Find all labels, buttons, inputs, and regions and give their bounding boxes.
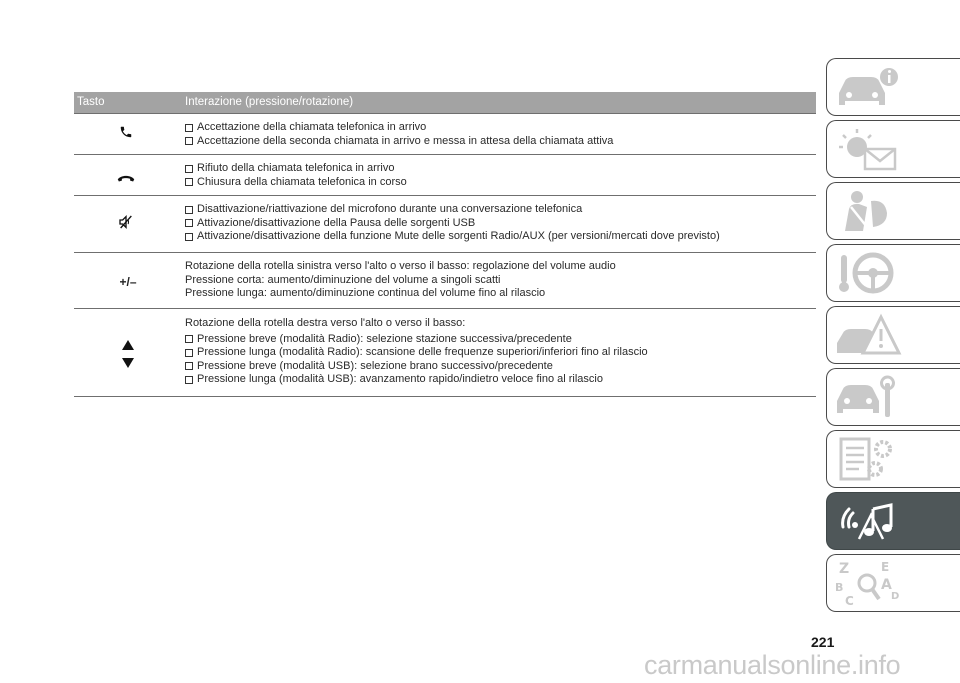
safety-icon xyxy=(833,187,903,237)
list-item: Pressione breve (modalità Radio): selezione stazione successiva/precedente xyxy=(185,333,816,347)
phone-answer-icon xyxy=(119,125,133,139)
bullet-square-icon xyxy=(185,219,193,227)
bullet-square-icon xyxy=(185,178,193,186)
steering-icon xyxy=(833,249,903,299)
commands-table xyxy=(74,92,816,397)
list-item: Pressione lunga (modalità Radio): scansione delle frequenze superiori/inferiori fino al rilascio xyxy=(185,346,816,360)
page-number: 221 xyxy=(811,634,835,650)
list-intro: Rotazione della rotella destra verso l'alto o verso il basso: xyxy=(185,317,466,329)
svg-text:Z: Z xyxy=(839,561,850,577)
watermark: carmanualsonline.info xyxy=(644,650,901,680)
table-row xyxy=(74,196,816,253)
tab-warning-lights[interactable] xyxy=(826,120,960,178)
phone-hangup-icon xyxy=(117,174,135,183)
table-row xyxy=(74,155,816,196)
tab-safety[interactable] xyxy=(826,182,960,240)
bullet-square-icon xyxy=(185,335,193,343)
emergency-icon xyxy=(833,311,903,361)
list-item: Pressione breve (modalità USB): selezione brano successivo/precedente xyxy=(185,360,816,374)
table-row xyxy=(74,113,816,155)
tab-index[interactable] xyxy=(826,554,960,612)
bullet-square-icon xyxy=(185,362,193,370)
svg-text:A: A xyxy=(881,577,892,593)
list-item: Rifiuto della chiamata telefonica in arrivo xyxy=(185,162,816,176)
svg-text:D: D xyxy=(891,591,900,602)
table-row xyxy=(74,253,816,309)
list-item: Pressione corta: aumento/diminuzione del volume a singoli scatti xyxy=(185,273,501,286)
list-item: Attivazione/disattivazione della funzione Mute delle sorgenti Radio/AUX (per versioni/mercati dove previsto) xyxy=(185,230,816,244)
table-header xyxy=(74,92,816,113)
list-item: Attivazione/disattivazione della Pausa delle sorgenti USB xyxy=(185,217,816,231)
tab-car-info[interactable] xyxy=(826,58,960,116)
technical-data-icon xyxy=(833,435,903,485)
list-item: Pressione lunga: aumento/diminuzione continua del volume fino al rilascio xyxy=(185,287,546,299)
list-item: Disattivazione/riattivazione del microfono durante una conversazione telefonica xyxy=(185,203,816,217)
up-down-arrows-icon xyxy=(121,339,135,371)
list-item: Accettazione della chiamata telefonica in arrivo xyxy=(185,121,816,135)
header-key: Tasto xyxy=(77,96,105,108)
bullet-square-icon xyxy=(185,233,193,241)
car-info-icon xyxy=(833,63,903,113)
svg-text:B: B xyxy=(835,581,844,594)
bullet-square-icon xyxy=(185,124,193,132)
list-item: Accettazione della seconda chiamata in arrivo e messa in attesa della chiamata attiva xyxy=(185,135,816,149)
maintenance-icon xyxy=(833,373,903,423)
list-item: Pressione lunga (modalità USB): avanzamento rapido/indietro veloce fino al rilascio xyxy=(185,373,816,387)
list-item: Rotazione della rotella sinistra verso l'alto o verso il basso: regolazione del volume audio xyxy=(185,260,616,272)
bullet-square-icon xyxy=(185,206,193,214)
tab-steering[interactable] xyxy=(826,244,960,302)
header-interaction: Interazione (pressione/rotazione) xyxy=(185,96,354,108)
bullet-square-icon xyxy=(185,349,193,357)
tab-technical-data[interactable] xyxy=(826,430,960,488)
table-row xyxy=(74,309,816,397)
mic-mute-icon xyxy=(118,214,134,230)
warning-lights-icon xyxy=(833,125,903,175)
bullet-square-icon xyxy=(185,376,193,384)
tab-maintenance[interactable] xyxy=(826,368,960,426)
svg-text:E: E xyxy=(881,560,890,574)
bullet-square-icon xyxy=(185,137,193,145)
index-icon xyxy=(833,559,903,609)
list-item: Chiusura della chiamata telefonica in corso xyxy=(185,176,816,190)
tab-multimedia[interactable] xyxy=(826,492,960,550)
bullet-square-icon xyxy=(185,165,193,173)
volume-key-label: +/– xyxy=(119,275,137,289)
svg-text:C: C xyxy=(845,594,854,608)
multimedia-icon xyxy=(833,497,903,547)
tab-emergency[interactable] xyxy=(826,306,960,364)
